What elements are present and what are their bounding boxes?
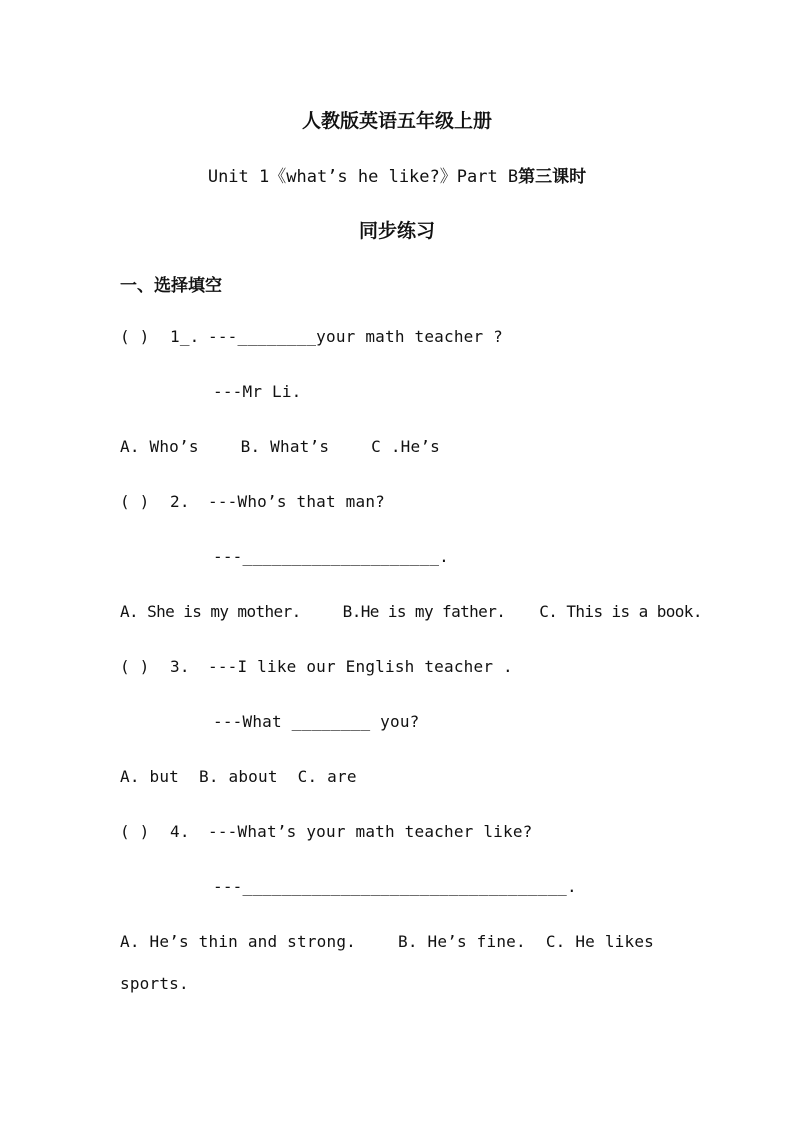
question-prompt: ---________your math teacher ?	[208, 327, 503, 346]
subtitle-lesson: 第三课时	[518, 167, 587, 187]
subtitle-unit: Unit 1《what’s he like?》Part B	[207, 167, 519, 187]
question-1-prompt-line	[120, 327, 503, 346]
option-a: A. She is my mother.	[120, 602, 301, 621]
question-1-options	[120, 437, 440, 456]
option-c: C. are	[297, 767, 357, 786]
option-b: B. He’s fine.	[398, 932, 526, 951]
section-heading: 一、选择填空	[120, 276, 222, 296]
document-title: 人教版英语五年级上册	[301, 110, 492, 132]
question-number: 3.	[170, 657, 190, 676]
option-c: C. This is a book.	[539, 602, 702, 621]
question-3-answer-line: ---What ________ you?	[213, 712, 420, 731]
question-4-options	[120, 932, 654, 951]
question-prompt: ---I like our English teacher .	[208, 657, 513, 676]
option-c: C. He likes	[545, 932, 654, 951]
question-2-prompt-line	[120, 492, 385, 511]
question-prompt: ---Who’s that man?	[208, 492, 385, 511]
question-4-prompt-line	[120, 822, 532, 841]
question-3-options	[120, 767, 357, 786]
question-number: 1_.	[170, 327, 200, 346]
document-subtitle-2: 同步练习	[358, 220, 435, 242]
answer-bracket: ( )	[120, 657, 150, 676]
document-subtitle	[0, 162, 794, 187]
option-c: C .He’s	[371, 437, 441, 456]
option-b: B. What’s	[240, 437, 330, 456]
option-b: B. about	[199, 767, 278, 786]
question-4-options-continued: sports.	[120, 974, 189, 993]
question-number: 4.	[170, 822, 190, 841]
answer-bracket: ( )	[120, 492, 150, 511]
question-4-answer-line: ---_________________________________.	[213, 877, 577, 896]
question-number: 2.	[170, 492, 190, 511]
answer-bracket: ( )	[120, 327, 150, 346]
question-2-answer-line: ---____________________.	[213, 547, 449, 566]
option-a: A. but	[120, 767, 179, 786]
question-2-options	[120, 602, 702, 621]
option-a: A. Who’s	[120, 437, 199, 456]
question-3-prompt-line	[120, 657, 513, 676]
answer-bracket: ( )	[120, 822, 150, 841]
option-a: A. He’s thin and strong.	[120, 932, 356, 951]
question-1-answer-line: ---Mr Li.	[213, 382, 302, 401]
option-b: B.He is my father.	[342, 602, 506, 621]
question-prompt: ---What’s your math teacher like?	[208, 822, 533, 841]
